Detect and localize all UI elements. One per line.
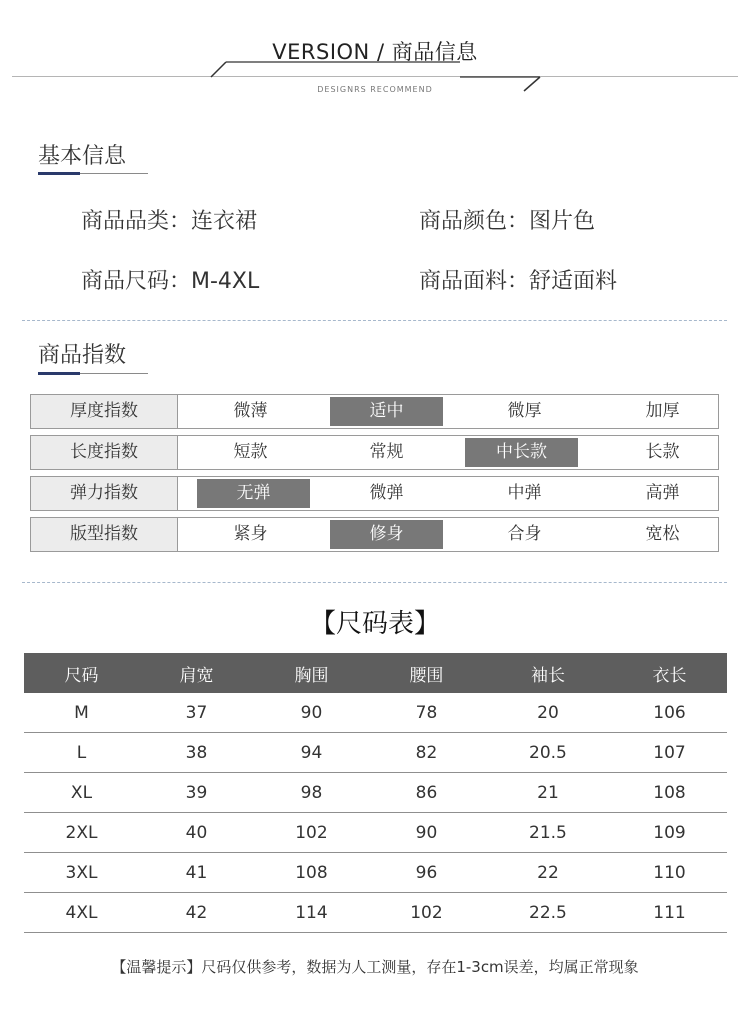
info-category: [81, 204, 257, 235]
index-label: 弹力指数: [31, 477, 178, 510]
index-option: 微弹: [369, 483, 404, 503]
info-size: [81, 264, 259, 295]
table-cell: 78: [369, 693, 484, 733]
index-option: 加厚: [645, 401, 680, 421]
index-option: 微薄: [233, 401, 268, 421]
table-cell: 111: [612, 893, 727, 933]
table-cell: 39: [139, 773, 254, 813]
table-cell: 2XL: [24, 813, 139, 853]
table-row: [24, 893, 727, 933]
column-header: 衣长: [612, 653, 727, 693]
table-header-row: [24, 653, 727, 693]
table-cell: 21: [484, 773, 612, 813]
info-value: M-4XL: [191, 269, 260, 294]
index-option: 长款: [645, 442, 680, 462]
index-option: 中弹: [507, 483, 542, 503]
info-value: 舒适面料: [529, 269, 618, 294]
section-divider: [22, 582, 727, 583]
index-option: 高弹: [645, 483, 680, 503]
column-header: 胸围: [254, 653, 369, 693]
index-option: 无弹: [197, 479, 310, 508]
table-cell: 108: [254, 853, 369, 893]
table-row: [24, 813, 727, 853]
table-cell: XL: [24, 773, 139, 813]
table-cell: 90: [254, 693, 369, 733]
table-cell: 102: [254, 813, 369, 853]
index-option: 常规: [369, 442, 404, 462]
info-label: 商品面料：: [419, 269, 530, 294]
table-cell: 21.5: [484, 813, 612, 853]
table-cell: 82: [369, 733, 484, 773]
index-row-thickness: [30, 394, 719, 429]
table-cell: 38: [139, 733, 254, 773]
index-label: 厚度指数: [31, 395, 178, 428]
table-row: [24, 733, 727, 773]
index-option: 适中: [330, 397, 443, 426]
size-tip: 【温馨提示】尺码仅供参考，数据为人工测量，存在1-3cm误差，均属正常现象: [111, 958, 639, 976]
column-header: 尺码: [24, 653, 139, 693]
index-option: 修身: [330, 520, 443, 549]
table-cell: 96: [369, 853, 484, 893]
table-cell: 110: [612, 853, 727, 893]
info-label: 商品颜色：: [419, 209, 530, 234]
table-cell: 42: [139, 893, 254, 933]
table-cell: 86: [369, 773, 484, 813]
table-cell: 20: [484, 693, 612, 733]
table-cell: 40: [139, 813, 254, 853]
info-label: 商品尺码：: [81, 269, 192, 294]
table-cell: 4XL: [24, 893, 139, 933]
index-row-elasticity: [30, 476, 719, 511]
column-header: 袖长: [484, 653, 612, 693]
table-cell: 108: [612, 773, 727, 813]
index-section-title: 商品指数: [38, 343, 127, 368]
table-cell: 102: [369, 893, 484, 933]
table-cell: 106: [612, 693, 727, 733]
table-cell: 107: [612, 733, 727, 773]
table-cell: 114: [254, 893, 369, 933]
column-header: 腰围: [369, 653, 484, 693]
table-cell: M: [24, 693, 139, 733]
index-row-length: [30, 435, 719, 470]
table-cell: 37: [139, 693, 254, 733]
table-cell: 41: [139, 853, 254, 893]
index-row-fit: [30, 517, 719, 552]
info-label: 商品品类：: [81, 209, 192, 234]
page-subtitle: DESIGNRS RECOMMEND: [317, 85, 433, 94]
index-underline-accent: [38, 372, 80, 375]
column-header: 肩宽: [139, 653, 254, 693]
table-row: [24, 853, 727, 893]
index-option: 微厚: [507, 401, 542, 421]
size-table: [24, 653, 727, 933]
table-cell: 90: [369, 813, 484, 853]
info-value: 连衣裙: [191, 209, 258, 234]
index-label: 长度指数: [31, 436, 178, 469]
info-fabric: [419, 264, 617, 295]
size-table-title: 【尺码表】: [309, 609, 440, 639]
section-divider: [22, 320, 727, 321]
table-cell: 94: [254, 733, 369, 773]
table-cell: 22.5: [484, 893, 612, 933]
index-label: 版型指数: [31, 518, 178, 551]
basic-info-underline-accent: [38, 172, 80, 175]
table-cell: 98: [254, 773, 369, 813]
info-color: [419, 204, 595, 235]
table-cell: 3XL: [24, 853, 139, 893]
index-option: 中长款: [465, 438, 578, 467]
table-cell: 20.5: [484, 733, 612, 773]
index-option: 宽松: [645, 524, 680, 544]
page-title: VERSION / 商品信息: [272, 40, 478, 64]
index-option: 合身: [507, 524, 542, 544]
basic-info-title: 基本信息: [38, 144, 127, 169]
table-cell: 109: [612, 813, 727, 853]
table-cell: L: [24, 733, 139, 773]
index-option: 短款: [233, 442, 268, 462]
table-row: [24, 773, 727, 813]
index-option: 紧身: [233, 524, 268, 544]
info-value: 图片色: [529, 209, 596, 234]
table-row: [24, 693, 727, 733]
table-cell: 22: [484, 853, 612, 893]
